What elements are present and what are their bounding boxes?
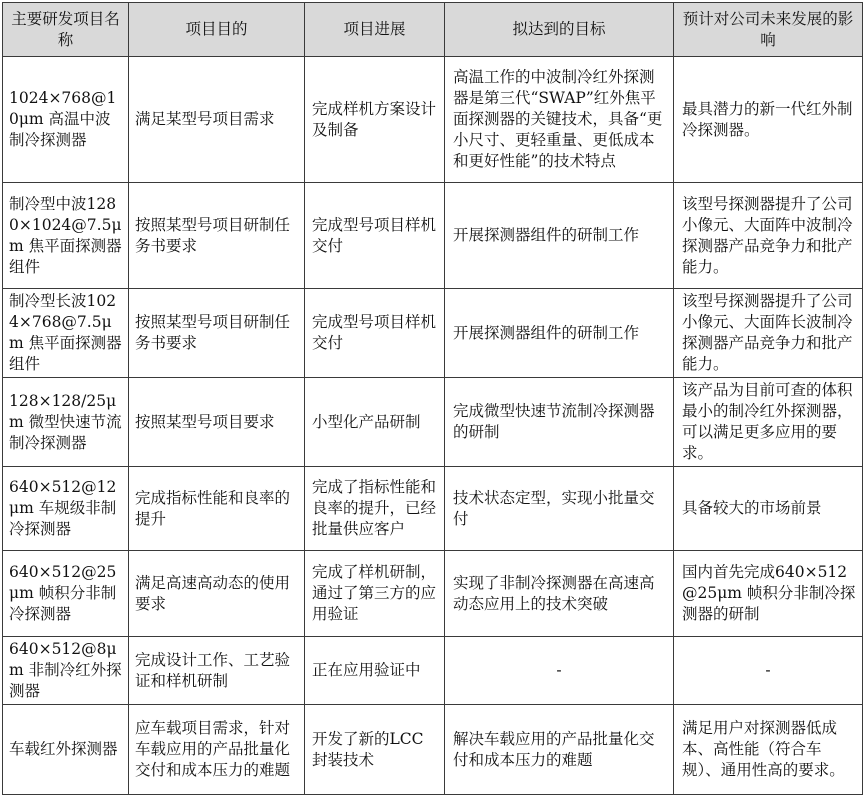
header-project-purpose: 项目目的 bbox=[129, 3, 305, 57]
cell-progress: 小型化产品研制 bbox=[305, 378, 445, 467]
cell-progress: 开发了新的LCC 封装技术 bbox=[305, 705, 445, 795]
cell-progress: 完成了样机研制，通过了第三方的应用验证 bbox=[305, 551, 445, 637]
cell-purpose: 按照某型号项目要求 bbox=[129, 378, 305, 467]
cell-target: 高温工作的中波制冷红外探测器是第三代“SWAP”红外焦平面探测器的关键技术，具备“更小尺寸、更轻重量、更低成本和更好性能”的技术特点 bbox=[445, 57, 674, 183]
header-target: 拟达到的目标 bbox=[445, 3, 674, 57]
cell-project-name: 制冷型长波1024×768@7.5μm 焦平面探测器组件 bbox=[3, 289, 129, 378]
cell-target: 解决车载应用的产品批量化交付和成本压力的难题 bbox=[445, 705, 674, 795]
cell-target: - bbox=[445, 637, 674, 705]
cell-impact: 该型号探测器提升了公司小像元、大面阵中波制冷探测器产品竞争力和批产能力。 bbox=[674, 183, 863, 289]
cell-progress: 完成型号项目样机交付 bbox=[305, 289, 445, 378]
cell-progress: 完成型号项目样机交付 bbox=[305, 183, 445, 289]
cell-target: 完成微型快速节流制冷探测器的研制 bbox=[445, 378, 674, 467]
header-impact: 预计对公司未来发展的影响 bbox=[674, 3, 863, 57]
cell-project-name: 640×512@12μm 车规级非制冷探测器 bbox=[3, 467, 129, 551]
cell-progress: 正在应用验证中 bbox=[305, 637, 445, 705]
table-row bbox=[3, 637, 863, 705]
rd-projects-table bbox=[2, 2, 863, 795]
cell-purpose: 应车载项目需求，针对车载应用的产品批量化交付和成本压力的难题 bbox=[129, 705, 305, 795]
cell-purpose: 满足某型号项目需求 bbox=[129, 57, 305, 183]
cell-impact: 满足用户对探测器低成本、高性能（符合车规）、通用性高的要求。 bbox=[674, 705, 863, 795]
table-row bbox=[3, 378, 863, 467]
cell-impact: 该产品为目前可查的体积最小的制冷红外探测器，可以满足更多应用的要求。 bbox=[674, 378, 863, 467]
cell-progress: 完成了指标性能和良率的提升，已经批量供应客户 bbox=[305, 467, 445, 551]
cell-project-name: 128×128/25μm 微型快速节流制冷探测器 bbox=[3, 378, 129, 467]
cell-impact: 具备较大的市场前景 bbox=[674, 467, 863, 551]
cell-project-name: 640×512@25μm 帧积分非制冷探测器 bbox=[3, 551, 129, 637]
cell-project-name: 车载红外探测器 bbox=[3, 705, 129, 795]
table-row bbox=[3, 183, 863, 289]
cell-target: 技术状态定型，实现小批量交付 bbox=[445, 467, 674, 551]
cell-progress: 完成样机方案设计及制备 bbox=[305, 57, 445, 183]
cell-project-name: 制冷型中波1280×1024@7.5μm 焦平面探测器组件 bbox=[3, 183, 129, 289]
table-row bbox=[3, 57, 863, 183]
cell-purpose: 按照某型号项目研制任务书要求 bbox=[129, 289, 305, 378]
cell-impact: 国内首先完成640×512@25μm 帧积分非制冷探测器的研制 bbox=[674, 551, 863, 637]
table-row bbox=[3, 289, 863, 378]
header-project-progress: 项目进展 bbox=[305, 3, 445, 57]
cell-impact: 最具潜力的新一代红外制冷探测器。 bbox=[674, 57, 863, 183]
table-header-row bbox=[3, 3, 863, 57]
header-project-name: 主要研发项目名称 bbox=[3, 3, 129, 57]
cell-target: 开展探测器组件的研制工作 bbox=[445, 289, 674, 378]
cell-purpose: 完成指标性能和良率的提升 bbox=[129, 467, 305, 551]
table-row bbox=[3, 551, 863, 637]
table-row bbox=[3, 705, 863, 795]
cell-target: 实现了非制冷探测器在高速高动态应用上的技术突破 bbox=[445, 551, 674, 637]
cell-project-name: 1024×768@10μm 高温中波制冷探测器 bbox=[3, 57, 129, 183]
cell-project-name: 640×512@8μm 非制冷红外探测器 bbox=[3, 637, 129, 705]
cell-impact: 该型号探测器提升了公司小像元、大面阵长波制冷探测器产品竞争力和批产能力。 bbox=[674, 289, 863, 378]
cell-target: 开展探测器组件的研制工作 bbox=[445, 183, 674, 289]
table-row bbox=[3, 467, 863, 551]
cell-purpose: 完成设计工作、工艺验证和样机研制 bbox=[129, 637, 305, 705]
cell-purpose: 按照某型号项目研制任务书要求 bbox=[129, 183, 305, 289]
cell-purpose: 满足高速高动态的使用要求 bbox=[129, 551, 305, 637]
cell-impact: - bbox=[674, 637, 863, 705]
